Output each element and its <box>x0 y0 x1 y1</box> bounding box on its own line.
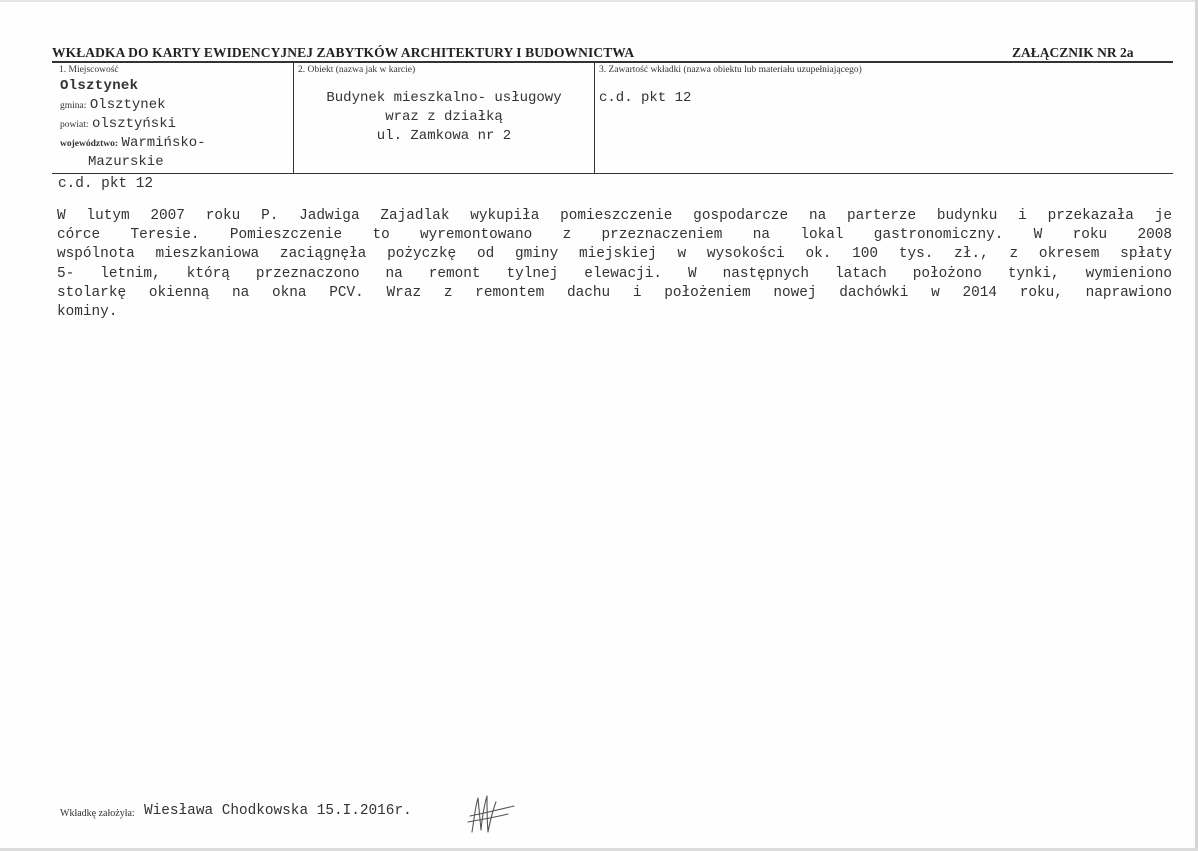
gmina-value: Olsztynek <box>89 97 166 113</box>
voivodeship-row <box>60 135 206 151</box>
voivodeship-value-line2: Mazurskie <box>88 154 164 170</box>
gmina-row <box>60 97 166 113</box>
signature-mark <box>462 792 518 838</box>
footer-author-date: Wiesława Chodkowska 15.I.2016r. <box>144 803 412 819</box>
body-line: córce Teresie. Pomieszczenie to wyremontowano z przeznaczeniem na lokal gastronomiczny. W roku 2008 <box>57 227 1172 244</box>
object-line-2: wraz z działką <box>385 109 503 125</box>
footer-label: Wkładkę założyła: <box>60 808 135 819</box>
form-title: WKŁADKA DO KARTY EWIDENCYJNEJ ZABYTKÓW ARCHITEKTURY I BUDOWNICTWA <box>52 45 635 60</box>
powiat-row <box>60 116 176 132</box>
column-divider-2 <box>594 62 595 174</box>
object-line-1: Budynek mieszkalno- usługowy <box>326 90 562 106</box>
col1-label: 1. Miejscowość <box>59 65 119 75</box>
voivodeship-value-line1: Warmińsko- <box>121 135 206 151</box>
card-edge-top <box>0 0 1198 2</box>
voivodeship-label: województwo: <box>60 139 119 149</box>
powiat-value: olsztyński <box>92 116 177 132</box>
body-line: W lutym 2007 roku P. Jadwiga Zajadlak wykupiła pomieszczenie gospodarcze na parterze budynku i przekazała je <box>57 208 1172 224</box>
body-text <box>57 207 1172 322</box>
object-line-3: ul. Zamkowa nr 2 <box>376 128 512 144</box>
section-heading: c.d. pkt 12 <box>58 176 153 192</box>
contents-value: c.d. pkt 12 <box>599 90 692 106</box>
table-top-rule <box>52 61 1173 63</box>
place-name: Olsztynek <box>60 78 139 94</box>
body-line: kominy. <box>57 304 118 321</box>
annex-number: ZAŁĄCZNIK NR 2a <box>1012 45 1134 60</box>
body-line: 5- letnim, którą przeznaczono na remont tylnej elewacji. W następnych latach położono tynki, wymieniono <box>57 265 1172 282</box>
col2-label: 2. Obiekt (nazwa jak w karcie) <box>298 65 416 75</box>
gmina-label: gmina: <box>60 101 87 111</box>
body-line: stolarkę okienną na okna PCV. Wraz z remontem dachu i położeniem nowej dachówki w 2014 roku, naprawiono <box>57 284 1172 301</box>
body-line: wspólnota mieszkaniowa zaciągnęła pożyczkę od gminy miejskiej w wysokości ok. 100 tys. zł., z okresem spłaty <box>57 246 1172 263</box>
powiat-label: powiat: <box>60 120 89 130</box>
col3-label: 3. Zawartość wkładki (nazwa obiektu lub materiału uzupełniającego) <box>599 65 862 75</box>
table-bottom-rule <box>52 173 1173 174</box>
